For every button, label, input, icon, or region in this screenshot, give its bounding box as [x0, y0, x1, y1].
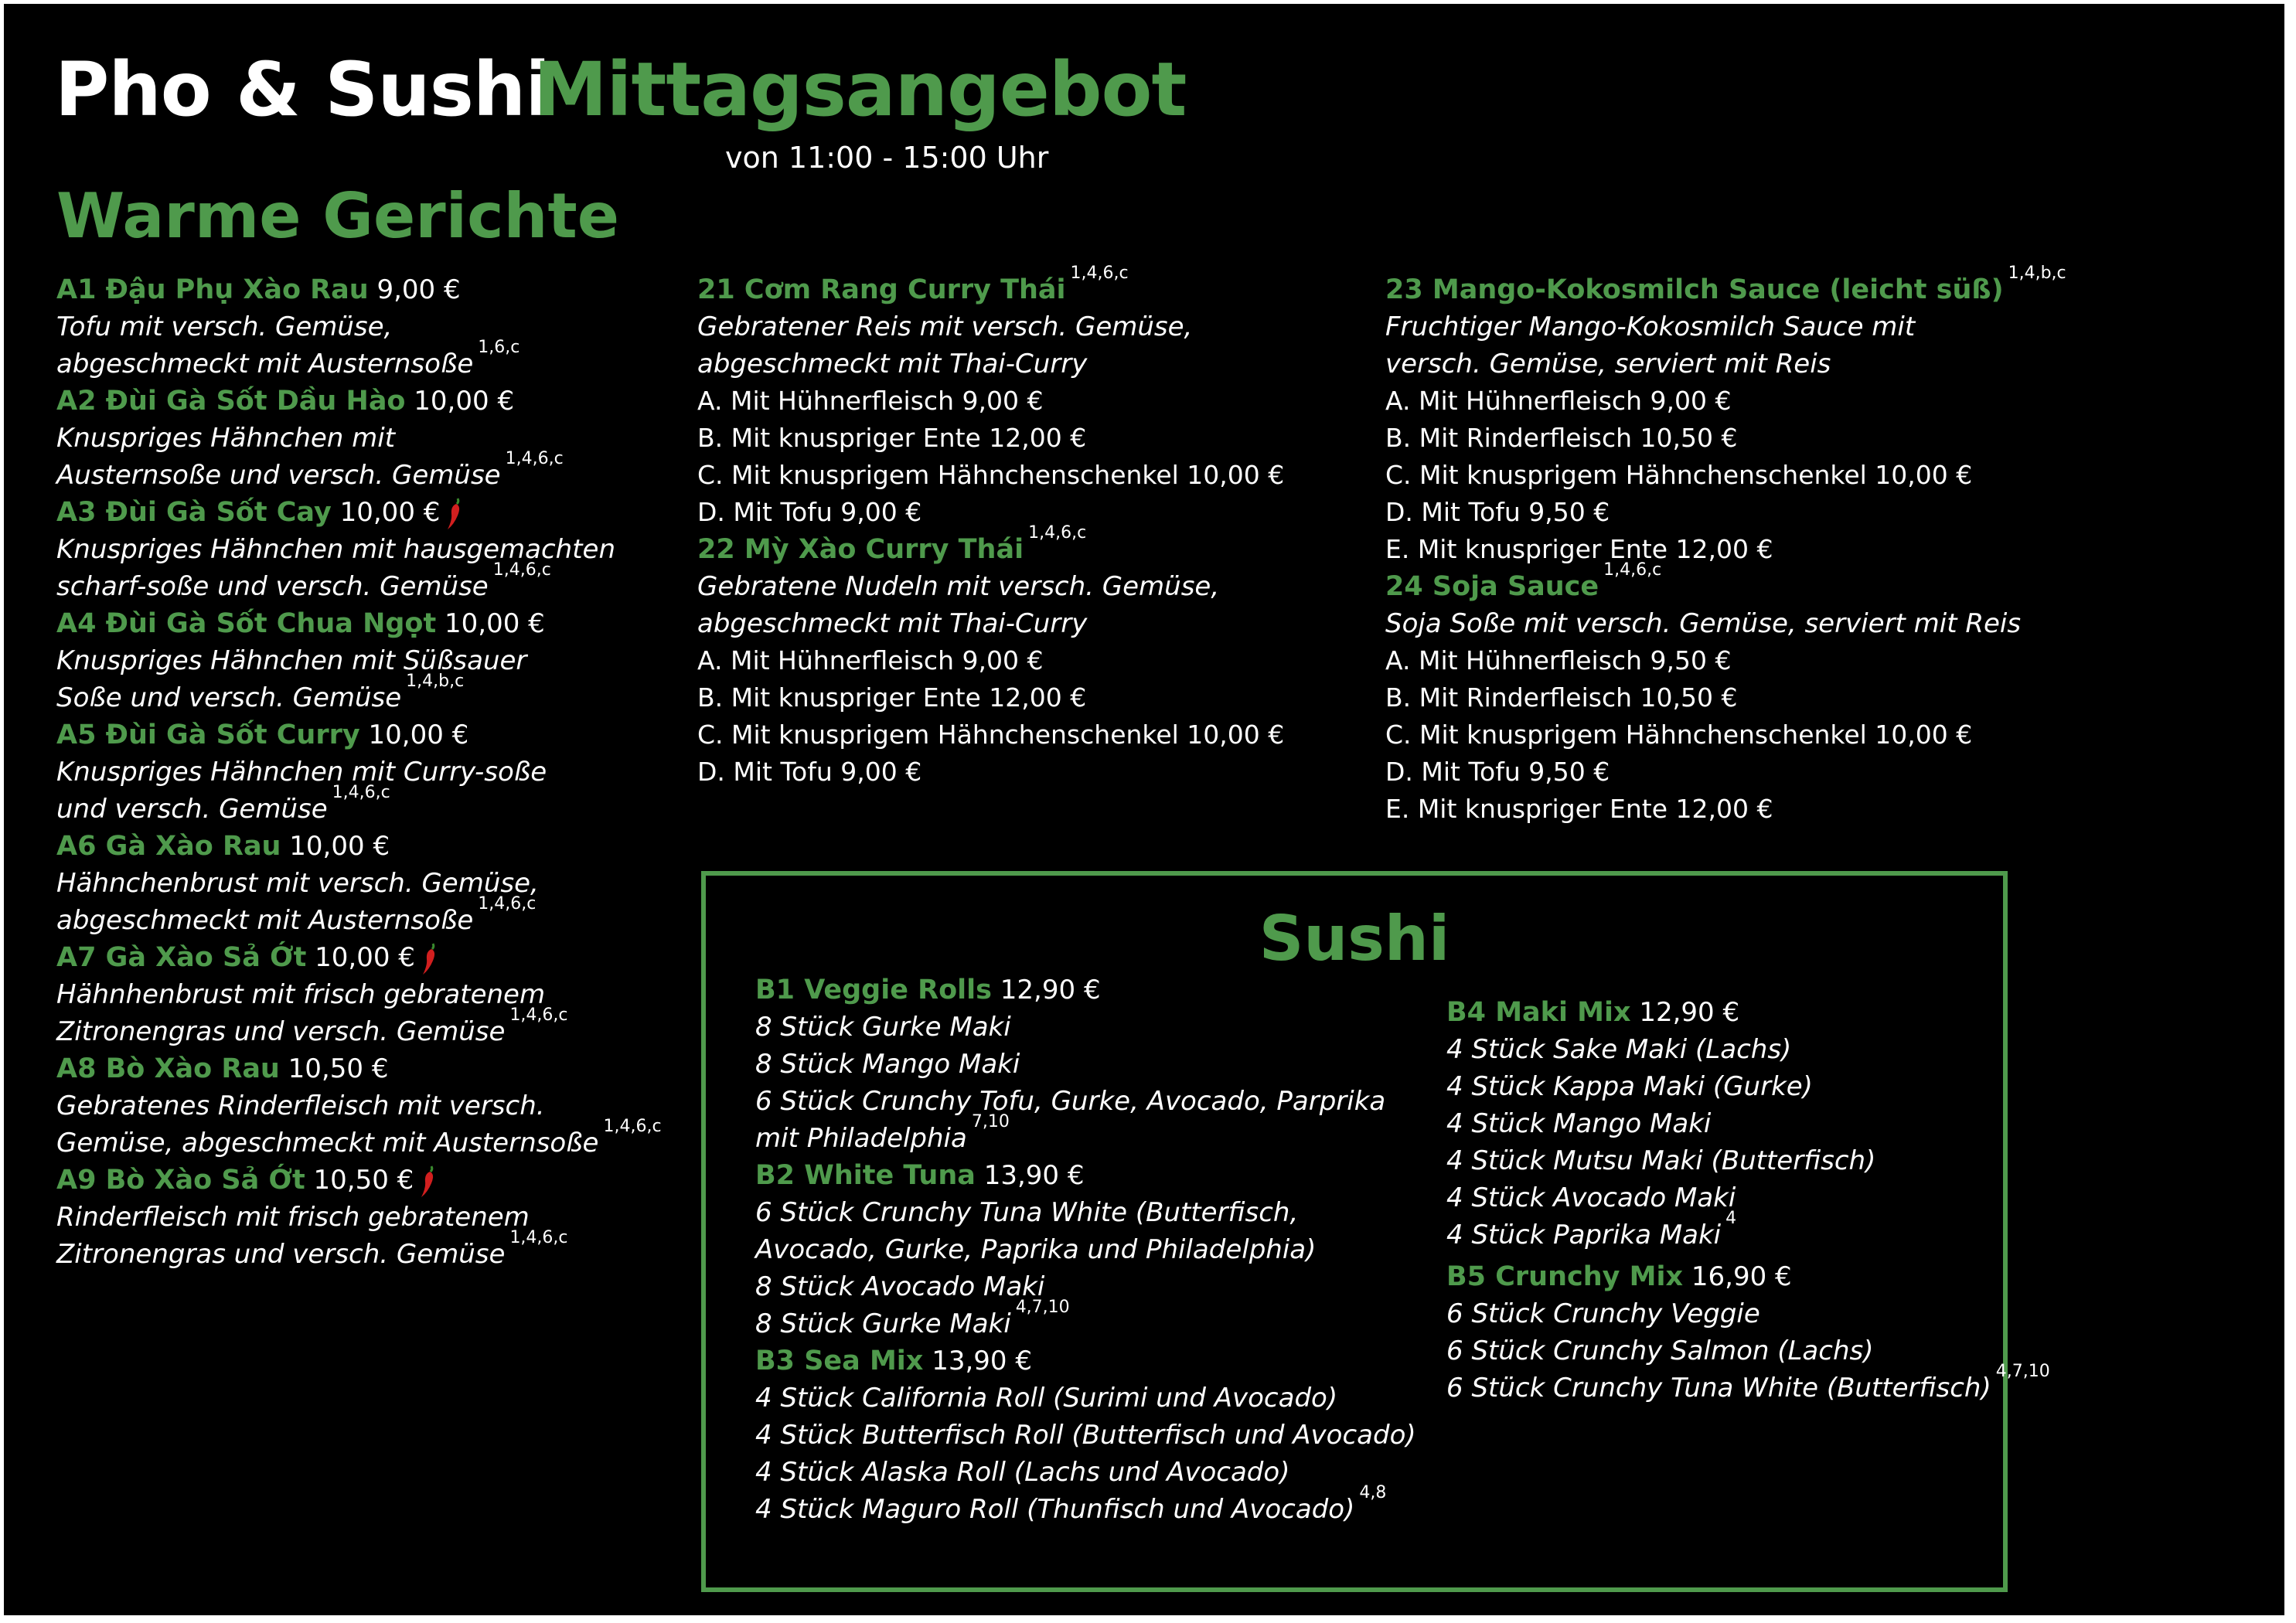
sushi-item — [755, 1417, 1420, 1454]
sushi-set-header — [755, 1342, 1420, 1380]
sushi-item — [755, 1454, 1420, 1491]
sushi-column-left — [755, 971, 1420, 1528]
dish-header — [56, 1162, 675, 1199]
description-text: Soße und versch. Gemüse — [56, 682, 402, 713]
sushi-item — [755, 1083, 1420, 1120]
dish-option: A. Mit Hühnerfleisch 9,50 € — [1385, 645, 1732, 675]
description-text: Gemüse, abgeschmeckt mit Austernsoße — [56, 1128, 599, 1159]
sushi-item — [755, 1268, 1420, 1305]
allergen-note: 1,4,6,c — [1070, 264, 1129, 283]
sushi-column-right — [1446, 994, 2050, 1407]
chili-pepper-icon — [420, 1165, 437, 1199]
dish-description — [56, 308, 675, 345]
dish-price: 10,00 € — [315, 942, 415, 973]
dish-name: A9 Bò Xào Sả Ớt — [56, 1165, 305, 1196]
allergen-note: 1,4,6,c — [332, 783, 390, 802]
dish-description — [56, 1087, 675, 1125]
dish-header — [56, 1050, 675, 1087]
dish-header — [697, 264, 1347, 308]
allergen-note: 1,4,b,c — [2008, 264, 2066, 283]
dish-header — [56, 716, 675, 754]
sushi-item — [755, 1112, 1420, 1157]
description-text: scharf-soße und versch. Gemüse — [56, 571, 489, 602]
dish-price: 9,00 € — [376, 274, 461, 305]
sushi-item — [1446, 1105, 2003, 1142]
chili-pepper-icon — [446, 497, 463, 531]
dish-name: A8 Bò Xào Rau — [56, 1053, 280, 1084]
sushi-set-price: 12,90 € — [1000, 975, 1101, 1005]
allergen-note: 1,4,6,c — [603, 1117, 662, 1136]
dish-option: D. Mit Tofu 9,00 € — [697, 497, 922, 527]
opening-hours: von 11:00 - 15:00 Uhr — [725, 141, 1049, 175]
dish-name: A2 Đùi Gà Sốt Dầu Hào — [56, 386, 406, 417]
chili-pepper-icon — [421, 942, 438, 976]
dish-name: 22 Mỳ Xào Curry Thái — [697, 534, 1024, 565]
description-text: Hähnhenbrust mit frisch gebratenem — [56, 979, 546, 1010]
dish-price: 10,00 € — [368, 720, 469, 750]
description-text: abgeschmeckt mit Austernsoße — [56, 349, 474, 379]
sushi-set-header — [755, 1157, 1420, 1194]
sushi-set-name: B1 Veggie Rolls — [755, 975, 992, 1005]
sushi-item-text: 6 Stück Crunchy Tuna White (Butterfisch, — [755, 1197, 1299, 1228]
dish-price: 10,00 € — [445, 608, 545, 639]
description-text: Tofu mit versch. Gemüse, — [56, 311, 393, 342]
dish-name: 24 Soja Sauce — [1385, 571, 1599, 602]
dish-option: D. Mit Tofu 9,00 € — [697, 757, 922, 787]
sushi-item-text: 4 Stück Kappa Maki (Gurke) — [1446, 1071, 1813, 1102]
dish-price: 10,00 € — [414, 386, 515, 417]
sushi-item-text: 4 Stück Mutsu Maki (Butterfisch) — [1446, 1145, 1876, 1176]
dish-header — [1385, 264, 2081, 308]
allergen-note: 4,8 — [1359, 1483, 1387, 1502]
sushi-item-text: 6 Stück Crunchy Tuna White (Butterfisch) — [1446, 1373, 1991, 1404]
dish-description — [56, 1005, 675, 1050]
dish-header — [56, 383, 675, 420]
sushi-set-price: 13,90 € — [932, 1346, 1032, 1376]
dish-description — [56, 865, 675, 902]
allergen-note: 1,4,6,c — [1028, 523, 1087, 543]
description-text: Zitronengras und versch. Gemüse — [56, 1016, 506, 1047]
sushi-item-text: 4 Stück California Roll (Surimi und Avocado) — [755, 1383, 1338, 1414]
warm-column-a — [56, 271, 675, 1273]
allergen-note: 1,4,6,c — [1603, 560, 1662, 580]
dish-description — [56, 531, 675, 568]
description-text: Gebratenes Rinderfleisch mit versch. — [56, 1091, 545, 1121]
description-text: abgeschmeckt mit Austernsoße — [56, 905, 474, 936]
sushi-item-text: Avocado, Gurke, Paprika und Philadelphia) — [755, 1234, 1317, 1265]
dish-option: A. Mit Hühnerfleisch 9,00 € — [697, 386, 1044, 416]
sushi-item-text: 4 Stück Mango Maki — [1446, 1108, 1712, 1139]
dish-description: versch. Gemüse, serviert mit Reis — [1385, 349, 1831, 379]
allergen-note: 4 — [1725, 1209, 1737, 1228]
dish-option: B. Mit knuspriger Ente 12,00 € — [697, 423, 1087, 453]
sushi-item — [755, 1298, 1420, 1342]
allergen-note: 4,7,10 — [1995, 1362, 2050, 1381]
sushi-item — [755, 1483, 1420, 1528]
dish-description — [56, 420, 675, 457]
dish-description — [56, 894, 675, 939]
dish-name: A7 Gà Xào Sả Ớt — [56, 942, 307, 973]
sushi-set-name: B3 Sea Mix — [755, 1346, 924, 1376]
sushi-set-header — [755, 971, 1420, 1009]
sushi-set-name: B2 White Tuna — [755, 1160, 976, 1191]
dish-description — [56, 672, 675, 716]
allergen-note: 1,4,6,c — [509, 1228, 568, 1247]
sushi-item — [1446, 1362, 2050, 1407]
dish-description — [56, 338, 675, 383]
sushi-item-text: 8 Stück Gurke Maki — [755, 1012, 1011, 1043]
dish-name: A5 Đùi Gà Sốt Curry — [56, 720, 360, 750]
dish-description — [56, 642, 675, 679]
dish-header — [56, 828, 675, 865]
dish-header — [56, 494, 675, 531]
sushi-item — [755, 1009, 1420, 1046]
dish-option: E. Mit knuspriger Ente 12,00 € — [1385, 794, 1773, 824]
sushi-item-text: 8 Stück Mango Maki — [755, 1049, 1020, 1080]
description-text: und versch. Gemüse — [56, 794, 328, 825]
dish-description: abgeschmeckt mit Thai-Curry — [697, 349, 1088, 379]
sushi-box — [701, 871, 2050, 1592]
dish-name: 23 Mango-Kokosmilch Sauce (leicht süß) — [1385, 274, 2004, 305]
description-text: Knuspriges Hähnchen mit — [56, 423, 396, 454]
sushi-item-text: 4 Stück Butterfisch Roll (Butterfisch und Avocado) — [755, 1420, 1416, 1451]
dish-option: C. Mit knusprigem Hähnchenschenkel 10,00 € — [1385, 460, 1973, 490]
dish-description: Soja Soße mit versch. Gemüse, serviert mit Reis — [1385, 608, 2022, 639]
dish-description — [56, 560, 675, 605]
dish-header — [56, 271, 675, 308]
sushi-item-text: 6 Stück Crunchy Veggie — [1446, 1298, 1760, 1329]
page-title: Mittagsangebot — [533, 46, 1187, 133]
dish-header — [56, 605, 675, 642]
description-text: Knuspriges Hähnchen mit Curry-soße — [56, 757, 547, 788]
allergen-note: 1,4,6,c — [478, 894, 537, 914]
dish-price: 10,00 € — [339, 497, 441, 528]
dish-name: A4 Đùi Gà Sốt Chua Ngọt — [56, 608, 437, 639]
sushi-item-text: 6 Stück Crunchy Tofu, Gurke, Avocado, Parprika — [755, 1086, 1386, 1117]
sushi-item — [1446, 1068, 2003, 1105]
allergen-note: 1,4,6,c — [509, 1005, 568, 1025]
sushi-item — [755, 1231, 1420, 1268]
description-text: Knuspriges Hähnchen mit hausgemachten — [56, 534, 615, 565]
dish-option: E. Mit knuspriger Ente 12,00 € — [1385, 534, 1773, 564]
sushi-item — [1446, 1142, 2003, 1179]
dish-name: 21 Cơm Rang Curry Thái — [697, 274, 1066, 305]
description-text: Austernsoße und versch. Gemüse — [56, 460, 501, 491]
dish-price: 10,50 € — [313, 1165, 414, 1196]
description-text: Rinderfleisch mit frisch gebratenem — [56, 1202, 530, 1233]
sushi-item-text: 4 Stück Avocado Maki — [1446, 1182, 1736, 1213]
dish-price: 10,00 € — [289, 831, 390, 862]
dish-description — [56, 1228, 675, 1273]
sushi-set-price: 12,90 € — [1639, 997, 1740, 1028]
sushi-item-text: 8 Stück Avocado Maki — [755, 1271, 1045, 1302]
dish-name: A6 Gà Xào Rau — [56, 831, 281, 862]
sushi-item-text: 4 Stück Alaska Roll (Lachs und Avocado) — [755, 1457, 1290, 1488]
sushi-item — [1446, 1295, 2003, 1332]
allergen-note: 1,4,6,c — [492, 560, 551, 580]
sushi-item-text: 4 Stück Maguro Roll (Thunfisch und Avocado) — [755, 1494, 1355, 1525]
sushi-set-price: 16,90 € — [1691, 1261, 1792, 1292]
description-text: Knuspriges Hähnchen mit Süßsauer — [56, 645, 527, 676]
sushi-heading: Sushi — [1259, 903, 1450, 975]
sushi-item — [1446, 1332, 2003, 1370]
dish-name: A3 Đùi Gà Sốt Cay — [56, 497, 332, 528]
menu-page — [4, 4, 2284, 1615]
sushi-set-header — [1446, 1258, 2003, 1295]
brand-title: Pho & Sushi — [55, 46, 550, 133]
sushi-set-header — [1446, 994, 2003, 1031]
dish-header — [1385, 560, 2081, 605]
dish-option: D. Mit Tofu 9,50 € — [1385, 757, 1610, 787]
sushi-set-price: 13,90 € — [983, 1160, 1085, 1191]
warm-column-21-22 — [697, 264, 1347, 791]
allergen-note: 1,6,c — [478, 338, 520, 357]
sushi-item — [755, 1380, 1420, 1417]
sushi-item — [755, 1046, 1420, 1083]
dish-option: A. Mit Hühnerfleisch 9,00 € — [1385, 386, 1732, 416]
dish-description — [56, 1117, 675, 1162]
sushi-set-name: B5 Crunchy Mix — [1446, 1261, 1684, 1292]
dish-option: C. Mit knusprigem Hähnchenschenkel 10,00 € — [1385, 720, 1973, 750]
allergen-note: 1,4,b,c — [406, 672, 465, 691]
dish-header — [697, 523, 1347, 568]
dish-description — [56, 783, 675, 828]
dish-description: Gebratener Reis mit versch. Gemüse, — [697, 311, 1193, 342]
dish-description — [56, 1199, 675, 1236]
sushi-item-text: 4 Stück Paprika Maki — [1446, 1220, 1722, 1250]
dish-option: D. Mit Tofu 9,50 € — [1385, 497, 1610, 527]
warm-dishes-heading: Warme Gerichte — [56, 180, 619, 252]
dish-description: Fruchtiger Mango-Kokosmilch Sauce mit — [1385, 311, 1916, 342]
sushi-set-name: B4 Maki Mix — [1446, 997, 1631, 1028]
sushi-item-text: mit Philadelphia — [755, 1123, 967, 1154]
sushi-item — [755, 1194, 1420, 1231]
dish-option: A. Mit Hühnerfleisch 9,00 € — [697, 645, 1044, 675]
allergen-note: 7,10 — [971, 1112, 1010, 1131]
sushi-item — [1446, 1179, 2003, 1216]
dish-option: C. Mit knusprigem Hähnchenschenkel 10,00 € — [697, 720, 1285, 750]
description-text: Hähnchenbrust mit versch. Gemüse, — [56, 868, 539, 899]
sushi-item-text: 6 Stück Crunchy Salmon (Lachs) — [1446, 1335, 1874, 1366]
dish-header — [56, 939, 675, 976]
dish-price: 10,50 € — [288, 1053, 389, 1084]
dish-description — [56, 449, 675, 494]
dish-description — [56, 976, 675, 1013]
sushi-item-text: 8 Stück Gurke Maki — [755, 1308, 1011, 1339]
description-text: Zitronengras und versch. Gemüse — [56, 1239, 506, 1270]
dish-description: Gebratene Nudeln mit versch. Gemüse, — [697, 571, 1220, 602]
dish-name: A1 Đậu Phụ Xào Rau — [56, 274, 369, 305]
dish-option: B. Mit Rinderfleisch 10,50 € — [1385, 423, 1738, 453]
warm-column-23-24 — [1385, 264, 2081, 828]
dish-option: B. Mit Rinderfleisch 10,50 € — [1385, 682, 1738, 713]
sushi-item — [1446, 1031, 2003, 1068]
dish-option: C. Mit knusprigem Hähnchenschenkel 10,00 € — [697, 460, 1285, 490]
dish-description: abgeschmeckt mit Thai-Curry — [697, 608, 1088, 639]
dish-option: B. Mit knuspriger Ente 12,00 € — [697, 682, 1087, 713]
allergen-note: 1,4,6,c — [505, 449, 564, 468]
sushi-item — [1446, 1209, 2003, 1254]
allergen-note: 4,7,10 — [1015, 1298, 1070, 1317]
sushi-item-text: 4 Stück Sake Maki (Lachs) — [1446, 1034, 1792, 1065]
